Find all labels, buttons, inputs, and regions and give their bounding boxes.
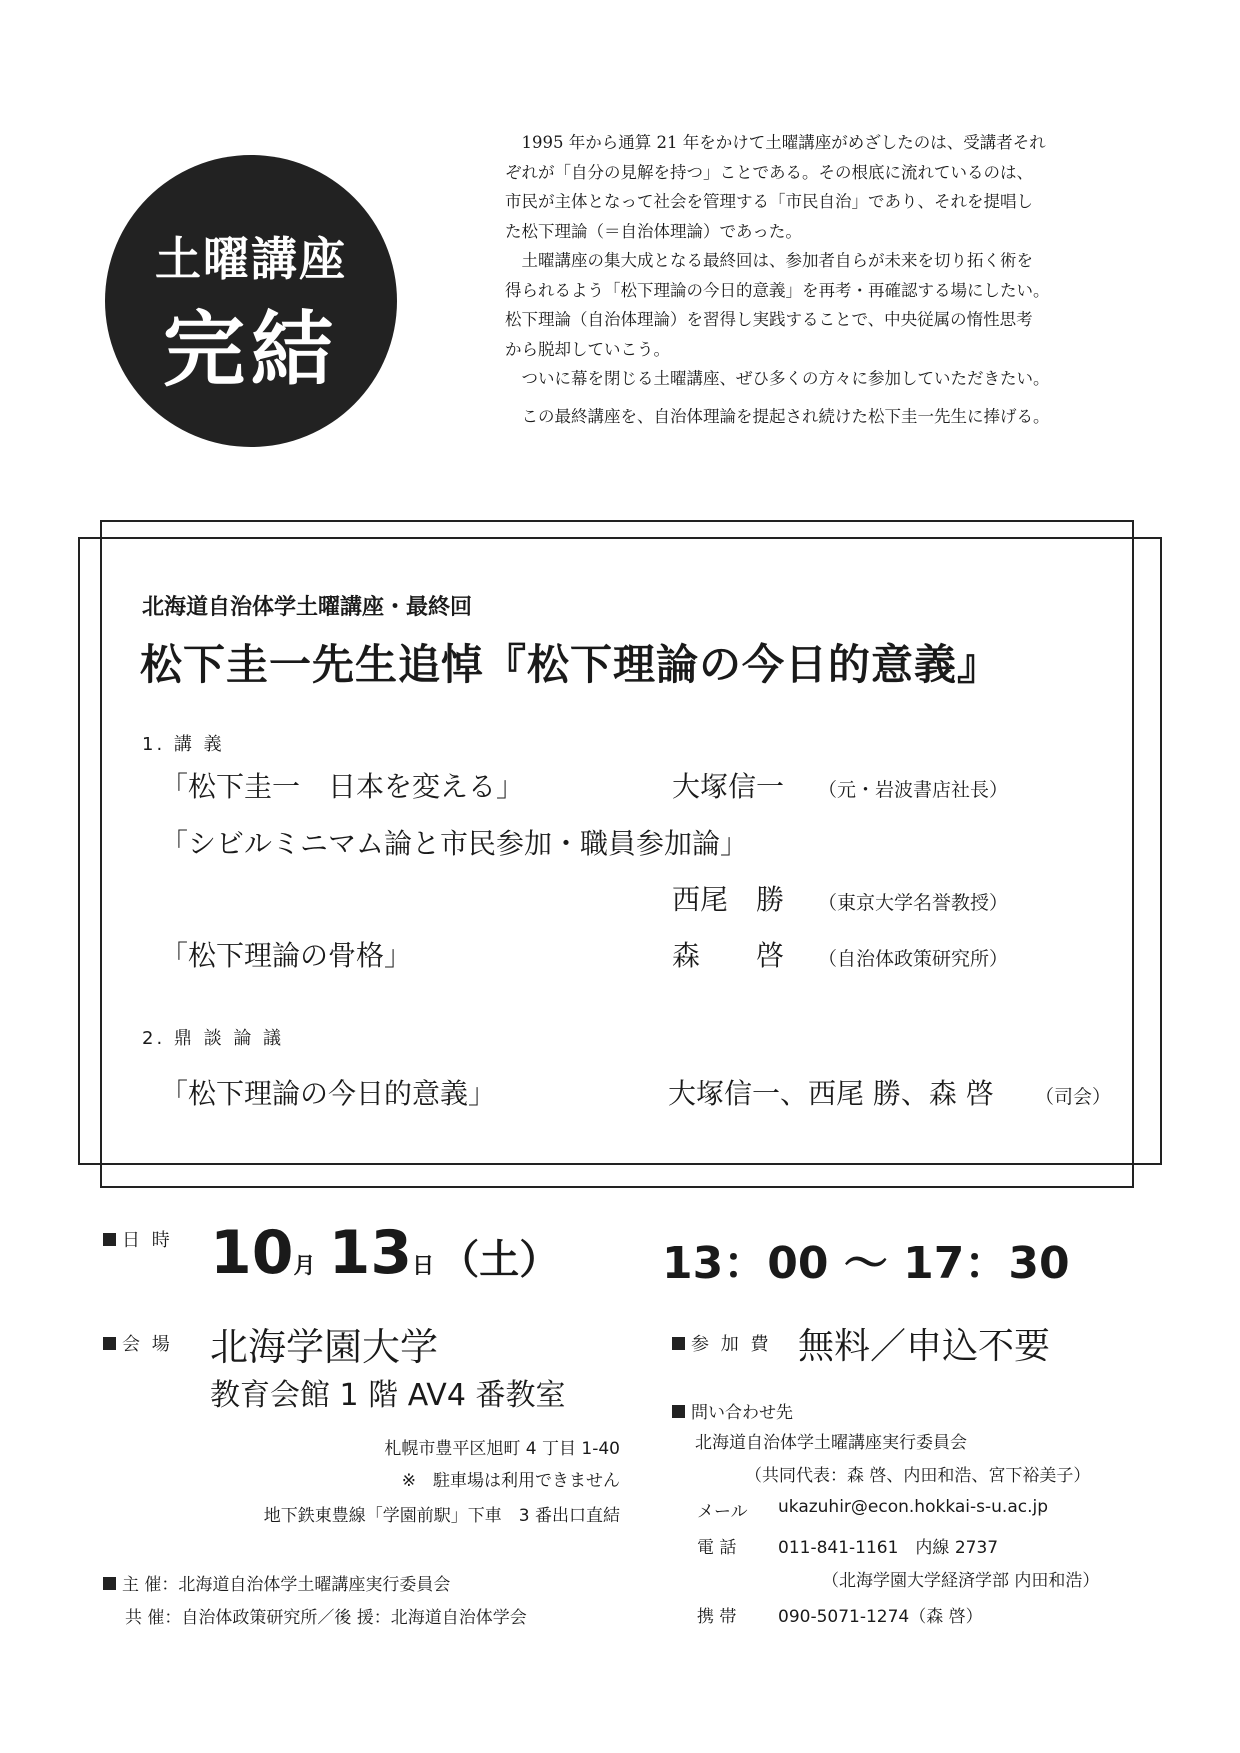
intro-text bbox=[505, 128, 1145, 431]
talk-speaker: 森 啓 bbox=[672, 939, 785, 972]
contact-org: 北海道自治体学土曜講座実行委員会 bbox=[695, 1433, 967, 1453]
venue-name: 北海学園大学 bbox=[210, 1325, 439, 1369]
fee-value: 無料／申込不要 bbox=[798, 1326, 1051, 1367]
intro-line: 土曜講座の集大成となる最終回は、参加者自らが未来を切り拓く術を bbox=[505, 251, 1033, 270]
dedication-line: この最終講座を、自治体理論を提起され続けた松下圭一先生に捧げる。 bbox=[505, 406, 1050, 426]
contact-label: 問い合わせ先 bbox=[672, 1398, 793, 1423]
bullet-square bbox=[672, 1337, 685, 1350]
talk-title: 「シビルミニマム論と市民参加・職員参加論」 bbox=[160, 827, 749, 860]
date-month-unit: 月 bbox=[293, 1254, 316, 1279]
venue-parking-note: ※ 駐車場は利用できません bbox=[401, 1471, 620, 1491]
intro-line: 市民が主体となって社会を管理する「市民自治」であり、それを提唱し bbox=[505, 192, 1033, 211]
contact-mail: ukazuhir@econ.hokkai-s-u.ac.jp bbox=[778, 1497, 1048, 1517]
contact-tel-note: （北海学園大学経済学部 内田和浩） bbox=[822, 1571, 1100, 1591]
date-weekday: （土） bbox=[439, 1237, 560, 1283]
organizer-cohost: 共 催：自治体政策研究所／後 援：北海道自治体学会 bbox=[125, 1608, 527, 1628]
bullet-square bbox=[103, 1577, 116, 1590]
date-month: 10 bbox=[210, 1218, 294, 1288]
event-title: 松下圭一先生追悼『松下理論の今日的意義』 bbox=[140, 640, 1001, 689]
event-time: 13：00 ～ 17：30 bbox=[662, 1238, 1070, 1289]
intro-line: から脱却していこう。 bbox=[505, 339, 670, 359]
section-lecture-heading: 1. 講 義 bbox=[142, 734, 225, 755]
badge-line1: 土曜講座 bbox=[155, 232, 347, 286]
talk-speaker: 西尾 勝 bbox=[672, 883, 785, 916]
talk-title: 「松下理論の骨格」 bbox=[160, 939, 413, 972]
talk-affiliation: （元・岩波書店社長） bbox=[818, 779, 1009, 801]
venue-address: 札幌市豊平区旭町 4 丁目 1-40 bbox=[384, 1439, 620, 1459]
bullet-square bbox=[672, 1405, 685, 1418]
talk-affiliation: （自治体政策研究所） bbox=[818, 948, 1009, 970]
intro-line: ついに幕を閉じる土曜講座、ぜひ多くの方々に参加していただきたい。 bbox=[505, 369, 1050, 388]
intro-line: ぞれが「自分の見解を持つ」ことである。その根底に流れているのは、 bbox=[505, 162, 1033, 182]
intro-line: 松下理論（自治体理論）を習得し実践することで、中央従属の惰性思考 bbox=[505, 310, 1033, 329]
event-date bbox=[210, 1218, 559, 1288]
venue-room: 教育会館 1 階 AV4 番教室 bbox=[210, 1378, 566, 1413]
panel-title: 「松下理論の今日的意義」 bbox=[160, 1077, 497, 1110]
event-series: 北海道自治体学土曜講座・最終回 bbox=[142, 595, 473, 620]
badge-line2: 完結 bbox=[162, 302, 339, 398]
intro-line: 得られるよう「松下理論の今日的意義」を再考・再確認する場にしたい。 bbox=[505, 280, 1050, 300]
panel-speakers: 大塚信一、西尾 勝、森 啓 bbox=[668, 1077, 994, 1110]
date-day-unit: 日 bbox=[412, 1254, 435, 1279]
talk-title: 「松下圭一 日本を変える」 bbox=[160, 770, 525, 803]
date-label: 日 時 bbox=[103, 1226, 173, 1252]
bullet-square bbox=[103, 1337, 116, 1350]
section-panel-heading: 2. 鼎 談 論 議 bbox=[142, 1028, 285, 1049]
intro-line: 1995 年から通算 21 年をかけて土曜講座がめざしたのは、受講者それ bbox=[505, 133, 1046, 152]
date-day: 13 bbox=[328, 1218, 413, 1288]
tel-label: 電 話 bbox=[697, 1538, 737, 1558]
fee-label: 参 加 費 bbox=[672, 1330, 771, 1356]
contact-reps: （共同代表：森 啓、内田和浩、宮下裕美子） bbox=[745, 1466, 1091, 1486]
intro-line: た松下理論（＝自治体理論）であった。 bbox=[505, 221, 802, 241]
mail-label: メール bbox=[697, 1502, 748, 1522]
talk-affiliation: （東京大学名誉教授） bbox=[818, 892, 1009, 914]
talk-speaker: 大塚信一 bbox=[672, 770, 785, 803]
venue-label: 会 場 bbox=[103, 1330, 173, 1356]
mobile-label: 携 帯 bbox=[697, 1607, 737, 1627]
panel-role: （司会） bbox=[1035, 1086, 1112, 1108]
contact-tel: 011-841-1161 内線 2737 bbox=[778, 1538, 999, 1558]
bullet-square bbox=[103, 1233, 116, 1246]
organizer-host: 主 催：北海道自治体学土曜講座実行委員会 bbox=[103, 1570, 450, 1595]
title-badge bbox=[105, 155, 397, 447]
venue-access: 地下鉄東豊線「学園前駅」下車 3 番出口直結 bbox=[263, 1506, 620, 1526]
contact-mobile: 090-5071-1274（森 啓） bbox=[778, 1607, 983, 1627]
